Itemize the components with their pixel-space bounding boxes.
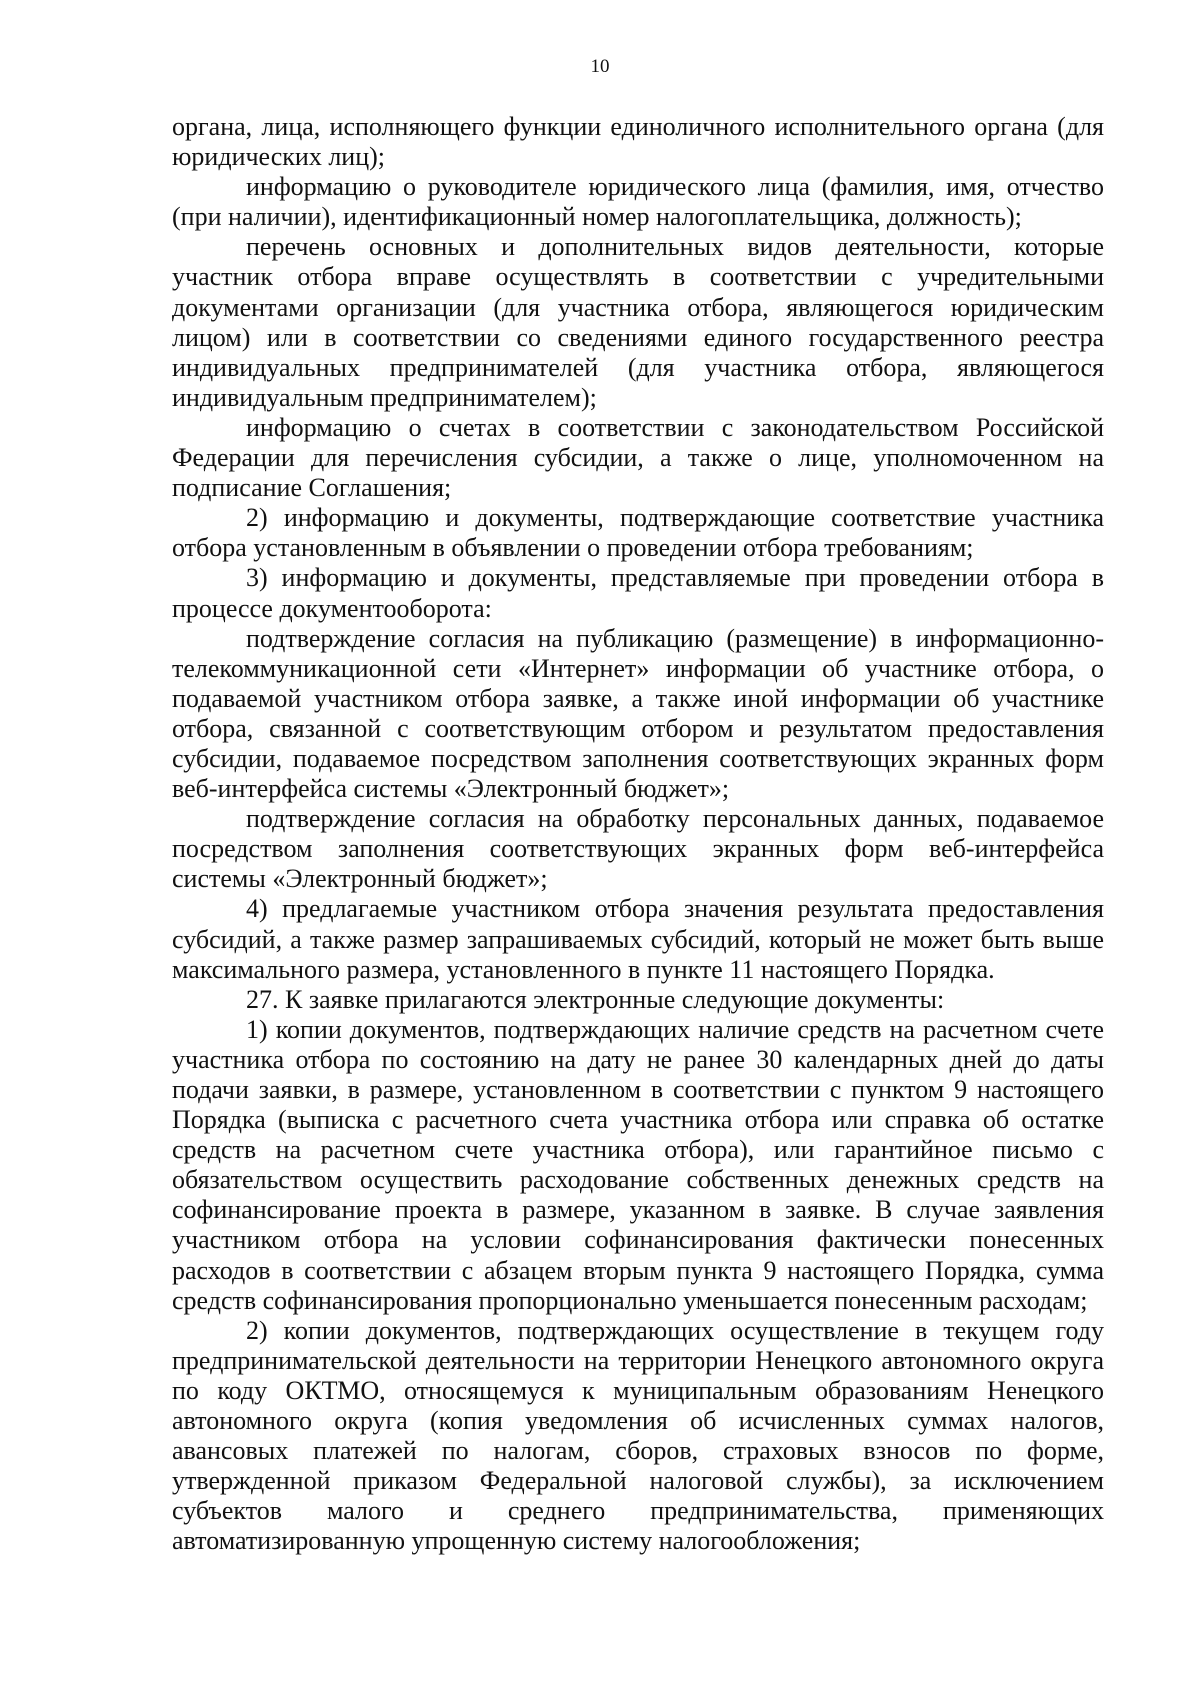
paragraph-continuation: органа, лица, исполняющего функции единоличного исполнительного органа (для юридических лиц); (172, 112, 1104, 172)
paragraph-attachment-1: 1) копии документов, подтверждающих наличие средств на расчетном счете участника отбора по состоянию на дату не ранее 30 календарных дней до даты подачи заявки, в размере, установленном в соответствии с пунктом 9 настоящего Порядка (выписка с расчетного счета участника отбора или справка об остатке средств на расчетном счете участника отбора), или гарантийное письмо с обязательством осуществить расходование собственных денежных средств на софинансирование проекта в размере, указанном в заявке. В случае заявления участником отбора на условии софинансирования фактически понесенных расходов в соответствии с абзацем вторым пункта 9 настоящего Порядка, сумма средств софинансирования пропорционально уменьшается понесенным расходам; (172, 1014, 1104, 1315)
paragraph-attachment-2: 2) копии документов, подтверждающих осуществление в текущем году предпринимательской деятельности на территории Ненецкого автономного округа по коду ОКТМО, относящемуся к муниципальным образованиям Ненецкого автономного округа (копия уведомления об исчисленных суммах налогов, авансовых платежей по налогам, сборов, страховых взносов по форме, утвержденной приказом Федеральной налоговой службы), за исключением субъектов малого и среднего предпринимательства, применяющих автоматизированную упрощенную систему налогообложения; (172, 1315, 1104, 1556)
paragraph-accounts: информацию о счетах в соответствии с законодательством Российской Федерации для перечисления субсидии, а также о лице, уполномоченном на подписание Соглашения; (172, 412, 1104, 503)
paragraph-item-4: 4) предлагаемые участником отбора значения результата предоставления субсидий, а также размер запрашиваемых субсидий, который не может быть выше максимального размера, установленного в пункте 11 настоящего Порядка. (172, 894, 1104, 984)
document-body (172, 112, 1104, 1557)
paragraph-activities: перечень основных и дополнительных видов деятельности, которые участник отбора вправе осуществлять в соответствии с учредительными документами организации (для участника отбора, являющегося юридическим лицом) или в соответствии со сведениями единого государственного реестра индивидуальных предпринимателей (для участника отбора, являющегося индивидуальным предпринимателем); (172, 232, 1104, 412)
paragraph-publication-consent: подтверждение согласия на публикацию (размещение) в информационно-телекоммуникационной сети «Интернет» информации об участнике отбора, о подаваемой участником отбора заявке, а также иной информации об участнике отбора, связанной с соответствующим отбором и результатом предоставления субсидии, подаваемое посредством заполнения соответствующих экранных форм веб-интерфейса системы «Электронный бюджет»; (172, 623, 1104, 804)
paragraph-personal-data-consent: подтверждение согласия на обработку персональных данных, подаваемое посредством заполнения соответствующих экранных форм веб-интерфейса системы «Электронный бюджет»; (172, 804, 1104, 894)
paragraph-item-2: 2) информацию и документы, подтверждающие соответствие участника отбора установленным в объявлении о проведении отбора требованиям; (172, 503, 1104, 563)
paragraph-head-info: информацию о руководителе юридического лица (фамилия, имя, отчество (при наличии), идентификационный номер налогоплательщика, должность); (172, 172, 1104, 232)
paragraph-item-3: 3) информацию и документы, представляемые при проведении отбора в процессе документооборота: (172, 563, 1104, 623)
page-number: 10 (590, 56, 610, 77)
paragraph-section-27: 27. К заявке прилагаются электронные следующие документы: (246, 984, 945, 1014)
